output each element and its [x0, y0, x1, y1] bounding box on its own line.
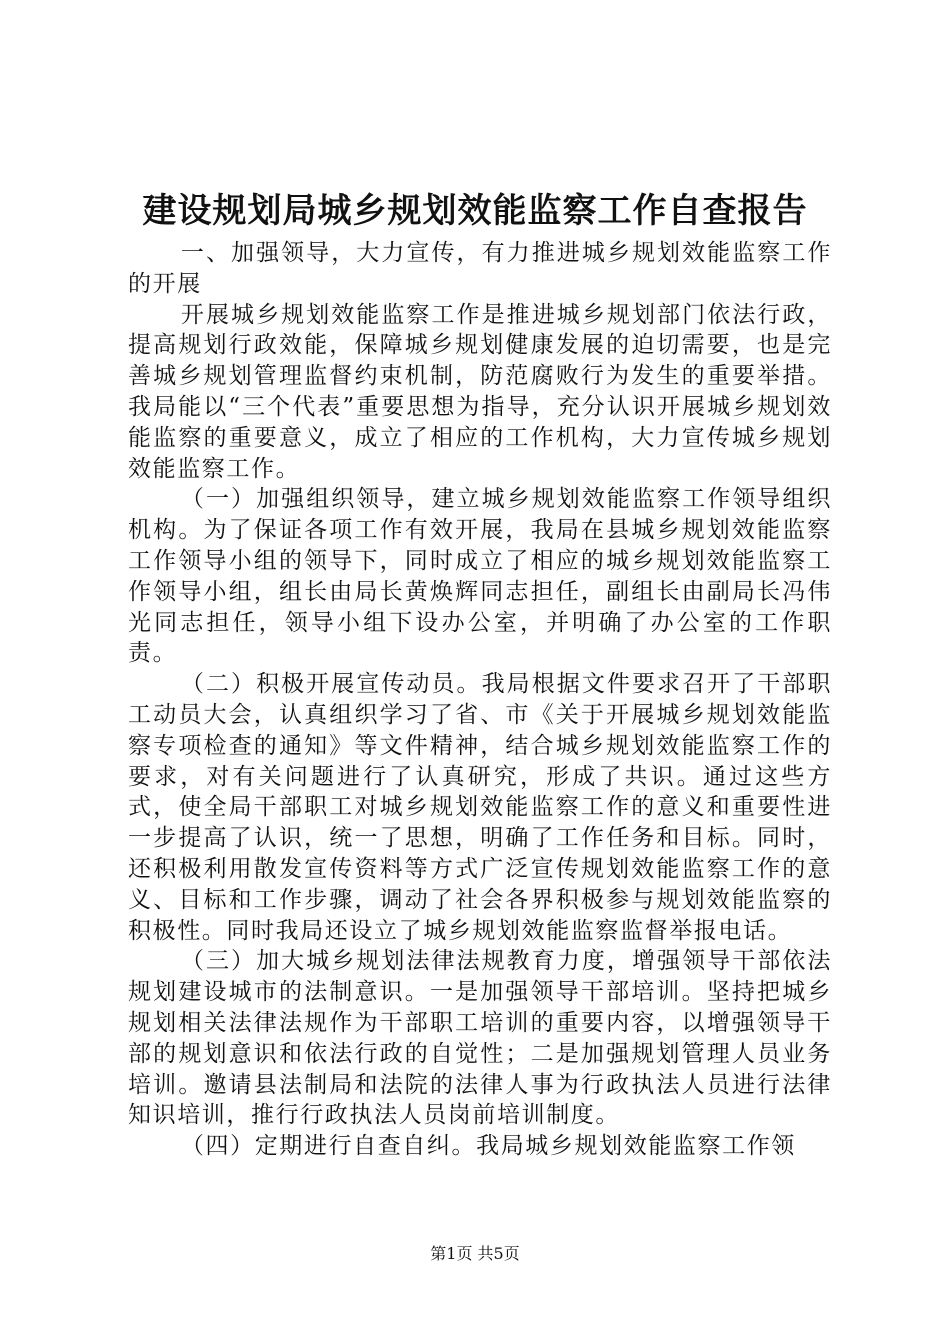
- document-body: [128, 238, 832, 1162]
- document-title: 建设规划局城乡规划效能监察工作自查报告: [142, 191, 808, 231]
- body-paragraph: （三）加大城乡规划法律法规教育力度，增强领导干部依法规划建设城市的法制意识。一是加强领导干部培训。坚持把城乡规划相关法律法规作为干部职工培训的重要内容，以增强领导干部的规划意识和依法行政的自觉性；二是加强规划管理人员业务培训。邀请县法制局和法院的法律人事为行政执法人员进行法律知识培训，推行行政执法人员岗前培训制度。: [128, 948, 832, 1129]
- body-paragraph: 开展城乡规划效能监察工作是推进城乡规划部门依法行政，提高规划行政效能，保障城乡规划健康发展的迫切需要，也是完善城乡规划管理监督约束机制，防范腐败行为发生的重要举措。我局能以“三个代表”重要思想为指导，充分认识开展城乡规划效能监察的重要意义，成立了相应的工作机构，大力宣传城乡规划效能监察工作。: [128, 301, 832, 482]
- body-paragraph: （二）积极开展宣传动员。我局根据文件要求召开了干部职工动员大会，认真组织学习了省、市《关于开展城乡规划效能监察专项检查的通知》等文件精神，结合城乡规划效能监察工作的要求，对有关问题进行了认真研究，形成了共识。通过这些方式，使全局干部职工对城乡规划效能监察工作的意义和重要性进一步提高了认识，统一了思想，明确了工作任务和目标。同时，还积极利用散发宣传资料等方式广泛宣传规划效能监察工作的意义、目标和工作步骤，调动了社会各界积极参与规划效能监察的积极性。同时我局还设立了城乡规划效能监察监督举报电话。: [128, 671, 832, 944]
- page-number-footer: 第1页 共5页: [430, 1244, 520, 1263]
- body-paragraph: （一）加强组织领导，建立城乡规划效能监察工作领导组织机构。为了保证各项工作有效开展，我局在县城乡规划效能监察工作领导小组的领导下，同时成立了相应的城乡规划效能监察工作领导小组，组长由局长黄焕辉同志担任，副组长由副局长冯伟光同志担任，领导小组下设办公室，并明确了办公室的工作职责。: [128, 486, 832, 667]
- section-heading: 一、加强领导，大力宣传，有力推进城乡规划效能监察工作的开展: [128, 240, 832, 297]
- body-paragraph: （四）定期进行自查自纠。我局城乡规划效能监察工作领: [180, 1133, 796, 1160]
